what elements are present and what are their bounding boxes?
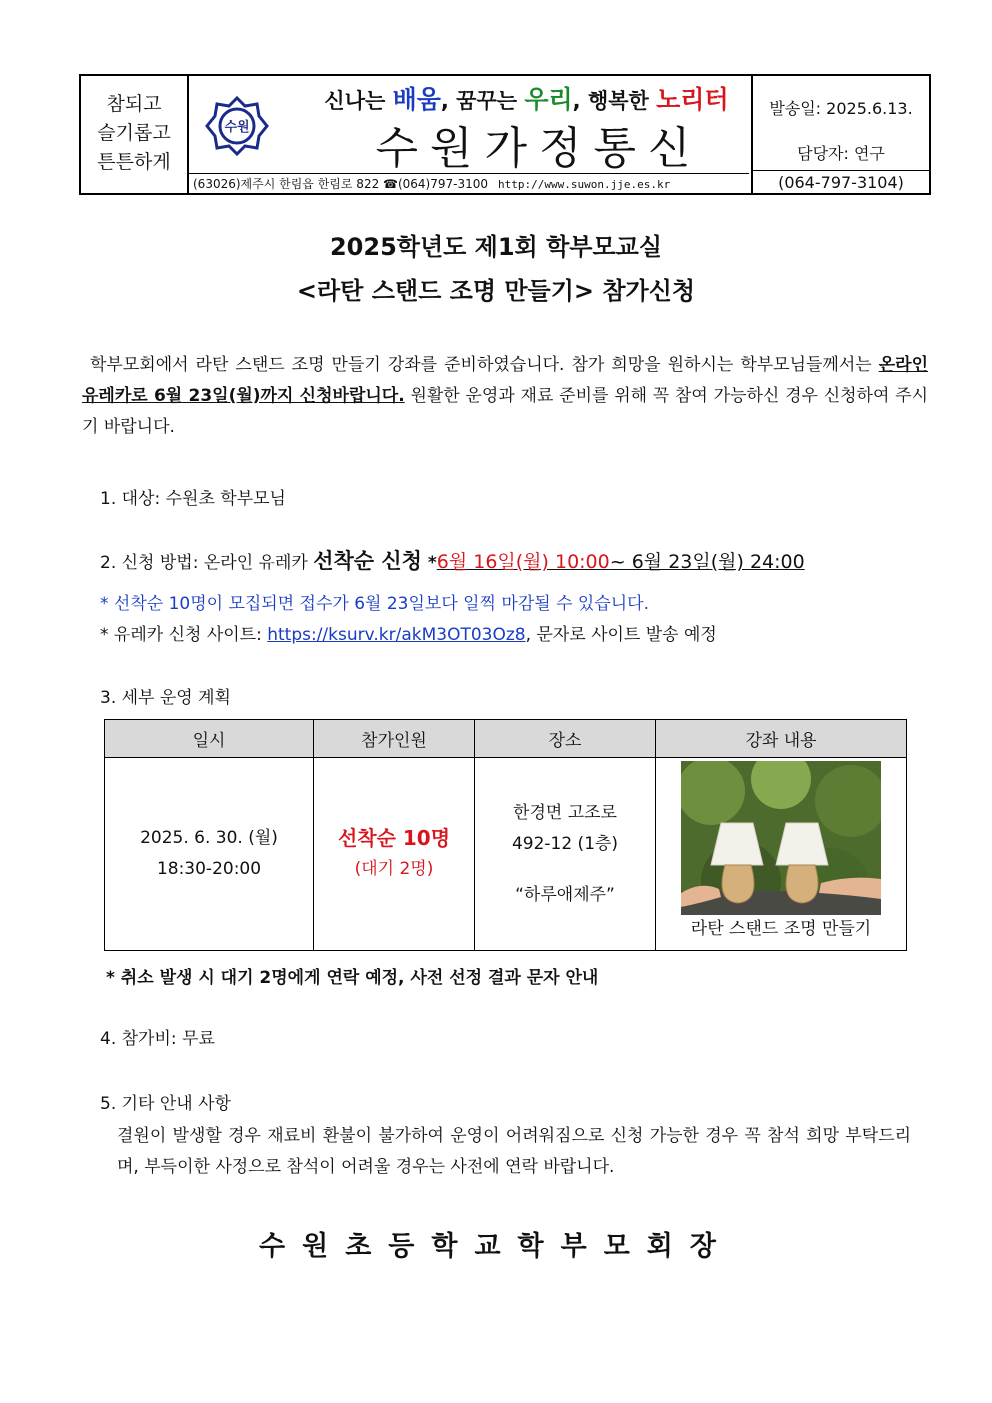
cancel-note: * 취소 발생 시 대기 2명에게 연락 예정, 사전 선정 결과 문자 안내 (106, 968, 599, 988)
send-date: 발송일: 2025.6.13. (769, 99, 913, 118)
signature: 수원초등학교학부모회장 (259, 1231, 733, 1262)
school-url[interactable]: http://www.suwon.jje.es.kr (498, 178, 671, 191)
section-etc-heading: 5. 기타 안내 사항 (100, 1094, 231, 1114)
logo-label: 수원 (224, 120, 250, 135)
survey-link[interactable]: https://ksurv.kr/akM3OT03Oz8 (267, 625, 526, 645)
col-header-people: 참가인원 (314, 720, 475, 758)
motto-line: 튼튼하게 (97, 151, 171, 173)
cell-place: 한경면 고조로 492-12 (1층) “하루애제주” (475, 758, 656, 951)
content-caption: 라탄 스탠드 조명 만들기 (690, 919, 872, 939)
section-fee: 4. 참가비: 무료 (100, 1029, 215, 1049)
header-center (189, 76, 751, 193)
intro-paragraph: 학부모회에서 라탄 스탠드 조명 만들기 강좌를 준비하였습니다. 참가 희망을 원하시는 학부모님들께서는 온라인 유레카로 6월 23일(월)까지 신청바랍니다. 원활한 운영과 재료 준비를 위해 꼭 참여 가능하신 경우 신청하여 주시기 바랍니다. (82, 355, 928, 437)
col-header-content: 강좌 내용 (656, 720, 907, 758)
table-row (105, 758, 907, 951)
school-address (189, 173, 749, 193)
newsletter-header (79, 74, 931, 195)
section-plan-heading: 3. 세부 운영 계획 (100, 688, 231, 708)
motto-line: 슬기롭고 (97, 122, 171, 144)
section-method: 2. 신청 방법: 온라인 유레카 선착순 신청 *6월 16일(월) 10:00~ 6월 23일(월) 24:00 (100, 549, 805, 573)
contact-phone: (064-797-3104) (753, 170, 929, 192)
section-etc-body: 결원이 발생할 경우 재료비 환불이 불가하여 운영이 어려워짐으로 신청 가능한 경우 꼭 참석 희망 부탁드리며, 부득이한 사정으로 참석이 어려울 경우는 사전에 연락 바랍니다. (117, 1126, 911, 1177)
school-motto (81, 76, 189, 193)
school-slogan: 신나는 배움, 꿈꾸는 우리, 행복한 노리터 (324, 85, 729, 114)
cell-content (656, 758, 907, 951)
section-target: 1. 대상: 수원초 학부모님 (100, 489, 286, 509)
col-header-place: 장소 (475, 720, 656, 758)
cell-people: 선착순 10명 (대기 2명) (314, 758, 475, 951)
rattan-lamp-photo (681, 761, 881, 915)
newsletter-title: 수원가정통신 (375, 123, 703, 174)
site-note: * 유레카 신청 사이트: https://ksurv.kr/akM3OT03Oz8, 문자로 사이트 발송 예정 (100, 625, 717, 645)
motto-line: 참되고 (106, 93, 162, 115)
document-title: 2025학년도 제1회 학부모교실 (329, 233, 663, 261)
col-header-date: 일시 (105, 720, 314, 758)
school-logo-icon (205, 94, 269, 158)
cell-date: 2025. 6. 30. (월) 18:30-20:00 (105, 758, 314, 951)
early-close-note: * 선착순 10명이 모집되면 접수가 6월 23일보다 일찍 마감될 수 있습니다. (100, 594, 649, 614)
document-subtitle: <라탄 스탠드 조명 만들기> 참가신청 (296, 277, 696, 305)
address-text: (63026)제주시 한림읍 한림로 822 ☎(064)797-3100 (193, 177, 489, 191)
manager: 담당자: 연구 (797, 144, 885, 163)
deadline-notice: 온라인 유레카로 6월 23일(월)까지 신청바랍니다. (82, 355, 928, 406)
plan-table (104, 719, 907, 951)
header-info (751, 76, 929, 193)
